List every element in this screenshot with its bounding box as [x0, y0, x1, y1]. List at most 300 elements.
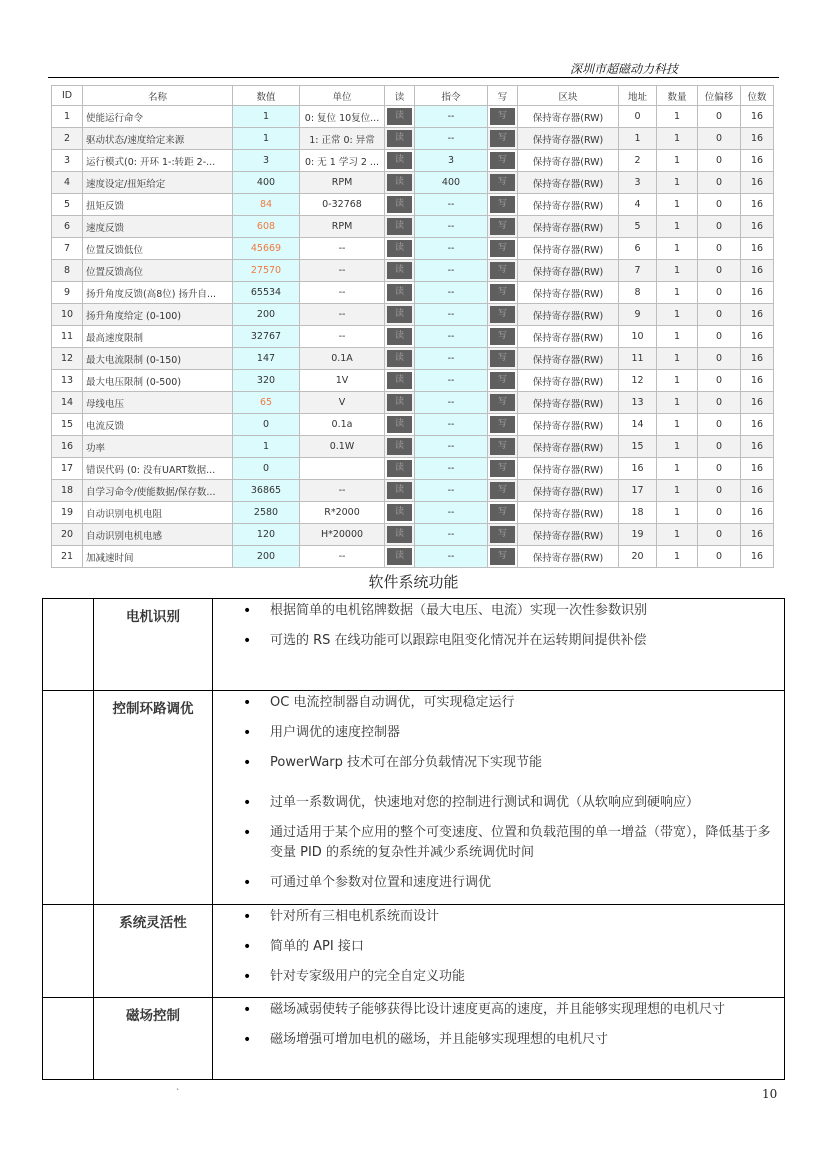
cell-bit-offset: 0 — [698, 502, 741, 524]
feature-items-cell — [213, 905, 785, 998]
cell-bits: 16 — [741, 326, 774, 348]
cell-count: 1 — [657, 304, 698, 326]
cell-id: 8 — [52, 260, 83, 282]
cell-count: 1 — [657, 392, 698, 414]
cell-unit: 1: 正常 0: 异常 — [300, 128, 385, 150]
table-row[interactable] — [52, 458, 774, 480]
write-button[interactable]: 写 — [490, 240, 515, 257]
write-button-cell — [488, 172, 518, 194]
write-button-cell — [488, 238, 518, 260]
register-table-header — [52, 86, 774, 106]
cell-block: 保持寄存器(RW) — [518, 304, 619, 326]
feature-bullet-item: • 磁场减弱使转子能够获得比设计速度更高的速度，并且能够实现理想的电机尺寸 — [213, 1000, 774, 1020]
cell-block: 保持寄存器(RW) — [518, 458, 619, 480]
write-button[interactable]: 写 — [490, 526, 515, 543]
read-button-cell — [385, 106, 415, 128]
cell-bit-offset: 0 — [698, 524, 741, 546]
write-button[interactable]: 写 — [490, 350, 515, 367]
cell-unit: RPM — [300, 172, 385, 194]
cell-name: 运行模式(0: 开环 1-:转距 2-... — [83, 150, 233, 172]
feature-bullet-item: • 针对专家级用户的完全自定义功能 — [213, 967, 774, 987]
feature-category: 系统灵活性 — [94, 905, 213, 998]
cell-count: 1 — [657, 480, 698, 502]
write-button[interactable]: 写 — [490, 328, 515, 345]
col-header-unit[interactable]: 单位 — [300, 86, 385, 106]
table-row[interactable] — [52, 524, 774, 546]
cell-address: 3 — [619, 172, 657, 194]
feature-list — [213, 691, 784, 893]
write-button-cell — [488, 458, 518, 480]
read-button-cell — [385, 348, 415, 370]
feature-bullet-item: • 用户调优的速度控制器 — [213, 723, 774, 743]
cell-address: 0 — [619, 106, 657, 128]
cell-bit-offset: 0 — [698, 546, 741, 568]
cell-count: 1 — [657, 282, 698, 304]
cell-count: 1 — [657, 348, 698, 370]
cell-bits: 16 — [741, 502, 774, 524]
cell-value[interactable]: 45669 — [233, 238, 300, 260]
cell-command[interactable]: -- — [415, 128, 488, 150]
cell-name: 位置反馈低位 — [83, 238, 233, 260]
cell-command[interactable]: -- — [415, 546, 488, 568]
cell-value[interactable]: 400 — [233, 172, 300, 194]
read-button[interactable]: 读 — [387, 130, 412, 147]
cell-bit-offset: 0 — [698, 216, 741, 238]
cell-block: 保持寄存器(RW) — [518, 546, 619, 568]
write-button[interactable]: 写 — [490, 416, 515, 433]
cell-block: 保持寄存器(RW) — [518, 106, 619, 128]
table-row[interactable] — [52, 370, 774, 392]
stray-mark: ` — [176, 1088, 180, 1097]
col-header-id[interactable]: ID — [52, 86, 83, 106]
cell-command[interactable]: -- — [415, 282, 488, 304]
write-button[interactable]: 写 — [490, 438, 515, 455]
cell-id: 10 — [52, 304, 83, 326]
cell-count: 1 — [657, 458, 698, 480]
read-button-cell — [385, 414, 415, 436]
cell-name: 自动识别电机电阻 — [83, 502, 233, 524]
table-row[interactable] — [52, 392, 774, 414]
cell-name: 使能运行命令 — [83, 106, 233, 128]
table-row[interactable] — [52, 194, 774, 216]
cell-bits: 16 — [741, 282, 774, 304]
cell-count: 1 — [657, 414, 698, 436]
cell-address: 9 — [619, 304, 657, 326]
read-button[interactable]: 读 — [387, 548, 412, 565]
col-header-address[interactable]: 地址 — [619, 86, 657, 106]
cell-bit-offset: 0 — [698, 172, 741, 194]
cell-value[interactable]: 27570 — [233, 260, 300, 282]
cell-value[interactable]: 1 — [233, 106, 300, 128]
cell-address: 16 — [619, 458, 657, 480]
read-button[interactable]: 读 — [387, 218, 412, 235]
write-button-cell — [488, 370, 518, 392]
cell-id: 5 — [52, 194, 83, 216]
feature-category: 控制环路调优 — [94, 691, 213, 905]
cell-value[interactable]: 3 — [233, 150, 300, 172]
table-row[interactable] — [52, 414, 774, 436]
col-header-read[interactable]: 读 — [385, 86, 415, 106]
cell-value[interactable]: 36865 — [233, 480, 300, 502]
write-button[interactable]: 写 — [490, 460, 515, 477]
feature-bullet-item: • PowerWarp 技术可在部分负载情况下实现节能 — [213, 753, 774, 773]
write-button[interactable]: 写 — [490, 108, 515, 125]
write-button-cell — [488, 106, 518, 128]
read-button[interactable]: 读 — [387, 262, 412, 279]
col-header-value[interactable]: 数值 — [233, 86, 300, 106]
read-button-cell — [385, 282, 415, 304]
read-button[interactable]: 读 — [387, 350, 412, 367]
cell-command[interactable]: -- — [415, 436, 488, 458]
read-button-cell — [385, 150, 415, 172]
cell-block: 保持寄存器(RW) — [518, 502, 619, 524]
cell-bits: 16 — [741, 480, 774, 502]
write-button[interactable]: 写 — [490, 130, 515, 147]
write-button-cell — [488, 128, 518, 150]
table-row[interactable] — [52, 260, 774, 282]
feature-bullet-item: • 根据简单的电机铭牌数据（最大电压、电流）实现一次性参数识别 — [213, 601, 774, 621]
feature-list — [213, 905, 784, 987]
cell-count: 1 — [657, 106, 698, 128]
cell-bits: 16 — [741, 150, 774, 172]
feature-items-cell — [213, 998, 785, 1080]
col-header-block[interactable]: 区块 — [518, 86, 619, 106]
cell-value[interactable]: 200 — [233, 546, 300, 568]
cell-id: 4 — [52, 172, 83, 194]
read-button[interactable]: 读 — [387, 306, 412, 323]
cell-id: 20 — [52, 524, 83, 546]
cell-command[interactable]: 400 — [415, 172, 488, 194]
cell-bit-offset: 0 — [698, 392, 741, 414]
write-button[interactable]: 写 — [490, 152, 515, 169]
write-button-cell — [488, 524, 518, 546]
cell-bits: 16 — [741, 414, 774, 436]
cell-bit-offset: 0 — [698, 128, 741, 150]
cell-value[interactable]: 65534 — [233, 282, 300, 304]
cell-bit-offset: 0 — [698, 370, 741, 392]
read-button[interactable]: 读 — [387, 460, 412, 477]
cell-address: 12 — [619, 370, 657, 392]
cell-count: 1 — [657, 546, 698, 568]
cell-count: 1 — [657, 216, 698, 238]
cell-address: 15 — [619, 436, 657, 458]
cell-count: 1 — [657, 172, 698, 194]
read-button[interactable]: 读 — [387, 526, 412, 543]
read-button-cell — [385, 128, 415, 150]
feature-list — [213, 599, 784, 651]
col-header-command[interactable]: 指令 — [415, 86, 488, 106]
cell-name: 最大电流限制 (0-150) — [83, 348, 233, 370]
table-row[interactable] — [52, 304, 774, 326]
cell-unit: 1V — [300, 370, 385, 392]
cell-bits: 16 — [741, 194, 774, 216]
cell-address: 19 — [619, 524, 657, 546]
cell-block: 保持寄存器(RW) — [518, 150, 619, 172]
read-button[interactable]: 读 — [387, 394, 412, 411]
cell-bit-offset: 0 — [698, 348, 741, 370]
table-row[interactable] — [52, 282, 774, 304]
feature-blank-cell — [43, 905, 94, 998]
cell-value[interactable]: 320 — [233, 370, 300, 392]
cell-bit-offset: 0 — [698, 304, 741, 326]
page-number: 10 — [762, 1087, 778, 1101]
read-button[interactable]: 读 — [387, 372, 412, 389]
read-button[interactable]: 读 — [387, 482, 412, 499]
cell-name: 最大电压限制 (0-500) — [83, 370, 233, 392]
table-row[interactable] — [52, 238, 774, 260]
cell-address: 13 — [619, 392, 657, 414]
cell-command[interactable]: -- — [415, 392, 488, 414]
cell-id: 15 — [52, 414, 83, 436]
cell-value[interactable]: 2580 — [233, 502, 300, 524]
read-button-cell — [385, 458, 415, 480]
read-button[interactable]: 读 — [387, 152, 412, 169]
cell-name: 母线电压 — [83, 392, 233, 414]
cell-id: 9 — [52, 282, 83, 304]
feature-bullet-item: • 可通过单个参数对位置和速度进行调优 — [213, 873, 774, 893]
cell-name: 自学习命令/使能数据/保存数... — [83, 480, 233, 502]
cell-unit: -- — [300, 238, 385, 260]
cell-unit — [300, 458, 385, 480]
cell-bits: 16 — [741, 304, 774, 326]
read-button[interactable]: 读 — [387, 240, 412, 257]
cell-name: 速度设定/扭矩给定 — [83, 172, 233, 194]
cell-value[interactable]: 0 — [233, 414, 300, 436]
feature-row — [43, 599, 785, 691]
read-button[interactable]: 读 — [387, 504, 412, 521]
write-button[interactable]: 写 — [490, 284, 515, 301]
read-button-cell — [385, 194, 415, 216]
table-row[interactable] — [52, 128, 774, 150]
cell-command[interactable]: -- — [415, 480, 488, 502]
feature-bullet-item: • OC 电流控制器自动调优，可实现稳定运行 — [213, 693, 774, 713]
write-button-cell — [488, 392, 518, 414]
write-button[interactable]: 写 — [490, 306, 515, 323]
cell-value[interactable]: 1 — [233, 128, 300, 150]
cell-unit: 0-32768 — [300, 194, 385, 216]
cell-name: 电流反馈 — [83, 414, 233, 436]
write-button-cell — [488, 502, 518, 524]
cell-address: 1 — [619, 128, 657, 150]
write-button-cell — [488, 304, 518, 326]
cell-command[interactable]: -- — [415, 216, 488, 238]
feature-bullet-item: • 通过适用于某个应用的整个可变速度、位置和负载范围的单一增益（带宽），降低基于多变量 PID 的系统的复杂性并减少系统调优时间 — [213, 823, 774, 863]
cell-command[interactable]: 3 — [415, 150, 488, 172]
feature-category: 电机识别 — [94, 599, 213, 691]
cell-name: 最高速度限制 — [83, 326, 233, 348]
cell-block: 保持寄存器(RW) — [518, 348, 619, 370]
cell-block: 保持寄存器(RW) — [518, 216, 619, 238]
cell-value[interactable]: 84 — [233, 194, 300, 216]
cell-bits: 16 — [741, 546, 774, 568]
write-button-cell — [488, 260, 518, 282]
cell-block: 保持寄存器(RW) — [518, 172, 619, 194]
cell-unit: -- — [300, 304, 385, 326]
read-button[interactable]: 读 — [387, 328, 412, 345]
table-row[interactable] — [52, 150, 774, 172]
cell-bits: 16 — [741, 436, 774, 458]
table-row[interactable] — [52, 436, 774, 458]
read-button-cell — [385, 524, 415, 546]
cell-address: 2 — [619, 150, 657, 172]
cell-unit: -- — [300, 260, 385, 282]
read-button[interactable]: 读 — [387, 108, 412, 125]
write-button[interactable]: 写 — [490, 196, 515, 213]
write-button[interactable]: 写 — [490, 394, 515, 411]
col-header-bit-offset[interactable]: 位偏移 — [698, 86, 741, 106]
col-header-bits[interactable]: 位数 — [741, 86, 774, 106]
read-button[interactable]: 读 — [387, 284, 412, 301]
write-button[interactable]: 写 — [490, 262, 515, 279]
cell-count: 1 — [657, 150, 698, 172]
cell-unit: -- — [300, 480, 385, 502]
cell-count: 1 — [657, 238, 698, 260]
read-button-cell — [385, 370, 415, 392]
cell-command[interactable]: -- — [415, 370, 488, 392]
cell-unit: 0: 复位 10复位... — [300, 106, 385, 128]
read-button-cell — [385, 304, 415, 326]
cell-id: 14 — [52, 392, 83, 414]
register-table — [51, 85, 774, 568]
cell-bit-offset: 0 — [698, 326, 741, 348]
cell-address: 10 — [619, 326, 657, 348]
cell-name: 错误代码 (0: 没有UART数据... — [83, 458, 233, 480]
cell-value[interactable]: 147 — [233, 348, 300, 370]
cell-bit-offset: 0 — [698, 106, 741, 128]
cell-bits: 16 — [741, 458, 774, 480]
table-row[interactable] — [52, 106, 774, 128]
cell-bits: 16 — [741, 260, 774, 282]
cell-command[interactable]: -- — [415, 260, 488, 282]
cell-name: 驱动状态/速度给定来源 — [83, 128, 233, 150]
cell-command[interactable]: -- — [415, 326, 488, 348]
cell-value[interactable]: 608 — [233, 216, 300, 238]
write-button[interactable]: 写 — [490, 482, 515, 499]
cell-value[interactable]: 32767 — [233, 326, 300, 348]
read-button[interactable]: 读 — [387, 416, 412, 433]
cell-bits: 16 — [741, 370, 774, 392]
cell-command[interactable]: -- — [415, 304, 488, 326]
table-row[interactable] — [52, 502, 774, 524]
cell-block: 保持寄存器(RW) — [518, 436, 619, 458]
cell-unit: 0.1a — [300, 414, 385, 436]
cell-unit: -- — [300, 282, 385, 304]
table-row[interactable] — [52, 216, 774, 238]
cell-block: 保持寄存器(RW) — [518, 370, 619, 392]
feature-items-cell — [213, 599, 785, 691]
cell-bits: 16 — [741, 128, 774, 150]
write-button[interactable]: 写 — [490, 174, 515, 191]
cell-value[interactable]: 120 — [233, 524, 300, 546]
cell-bits: 16 — [741, 172, 774, 194]
read-button-cell — [385, 502, 415, 524]
write-button-cell — [488, 150, 518, 172]
table-row[interactable] — [52, 348, 774, 370]
read-button[interactable]: 读 — [387, 438, 412, 455]
cell-block: 保持寄存器(RW) — [518, 282, 619, 304]
cell-block: 保持寄存器(RW) — [518, 128, 619, 150]
cell-count: 1 — [657, 194, 698, 216]
cell-name: 加减速时间 — [83, 546, 233, 568]
cell-command[interactable]: -- — [415, 106, 488, 128]
cell-id: 7 — [52, 238, 83, 260]
read-button-cell — [385, 238, 415, 260]
cell-id: 12 — [52, 348, 83, 370]
write-button-cell — [488, 480, 518, 502]
feature-blank-cell — [43, 998, 94, 1080]
table-row[interactable] — [52, 326, 774, 348]
read-button-cell — [385, 172, 415, 194]
cell-address: 14 — [619, 414, 657, 436]
cell-block: 保持寄存器(RW) — [518, 194, 619, 216]
cell-block: 保持寄存器(RW) — [518, 238, 619, 260]
write-button[interactable]: 写 — [490, 548, 515, 565]
cell-unit: RPM — [300, 216, 385, 238]
cell-name: 位置反馈高位 — [83, 260, 233, 282]
cell-command[interactable]: -- — [415, 524, 488, 546]
cell-address: 6 — [619, 238, 657, 260]
write-button-cell — [488, 282, 518, 304]
feature-bullet-item: • 磁场增强可增加电机的磁场，并且能够实现理想的电机尺寸 — [213, 1030, 774, 1050]
cell-count: 1 — [657, 260, 698, 282]
read-button-cell — [385, 260, 415, 282]
cell-command[interactable]: -- — [415, 414, 488, 436]
feature-bullet-item: • 针对所有三相电机系统而设计 — [213, 907, 774, 927]
cell-unit: -- — [300, 326, 385, 348]
cell-id: 16 — [52, 436, 83, 458]
table-row[interactable] — [52, 480, 774, 502]
cell-unit: 0: 无 1 学习 2 ... — [300, 150, 385, 172]
cell-value[interactable]: 200 — [233, 304, 300, 326]
read-button[interactable]: 读 — [387, 174, 412, 191]
cell-block: 保持寄存器(RW) — [518, 326, 619, 348]
cell-id: 3 — [52, 150, 83, 172]
cell-value[interactable]: 1 — [233, 436, 300, 458]
read-button[interactable]: 读 — [387, 196, 412, 213]
cell-command[interactable]: -- — [415, 458, 488, 480]
cell-address: 20 — [619, 546, 657, 568]
cell-unit: -- — [300, 546, 385, 568]
cell-block: 保持寄存器(RW) — [518, 414, 619, 436]
write-button[interactable]: 写 — [490, 504, 515, 521]
cell-value[interactable]: 65 — [233, 392, 300, 414]
cell-address: 17 — [619, 480, 657, 502]
cell-value[interactable]: 0 — [233, 458, 300, 480]
company-header: 深圳市超磁动力科技 — [570, 62, 679, 76]
cell-command[interactable]: -- — [415, 238, 488, 260]
col-header-count[interactable]: 数量 — [657, 86, 698, 106]
cell-id: 2 — [52, 128, 83, 150]
cell-command[interactable]: -- — [415, 194, 488, 216]
cell-id: 11 — [52, 326, 83, 348]
cell-address: 18 — [619, 502, 657, 524]
cell-id: 6 — [52, 216, 83, 238]
table-row[interactable] — [52, 172, 774, 194]
col-header-write[interactable]: 写 — [488, 86, 518, 106]
cell-bit-offset: 0 — [698, 150, 741, 172]
write-button-cell — [488, 436, 518, 458]
cell-id: 17 — [52, 458, 83, 480]
col-header-name[interactable]: 名称 — [83, 86, 233, 106]
write-button[interactable]: 写 — [490, 372, 515, 389]
cell-address: 5 — [619, 216, 657, 238]
cell-command[interactable]: -- — [415, 348, 488, 370]
cell-name: 速度反馈 — [83, 216, 233, 238]
cell-bit-offset: 0 — [698, 480, 741, 502]
cell-command[interactable]: -- — [415, 502, 488, 524]
table-row[interactable] — [52, 546, 774, 568]
write-button[interactable]: 写 — [490, 218, 515, 235]
